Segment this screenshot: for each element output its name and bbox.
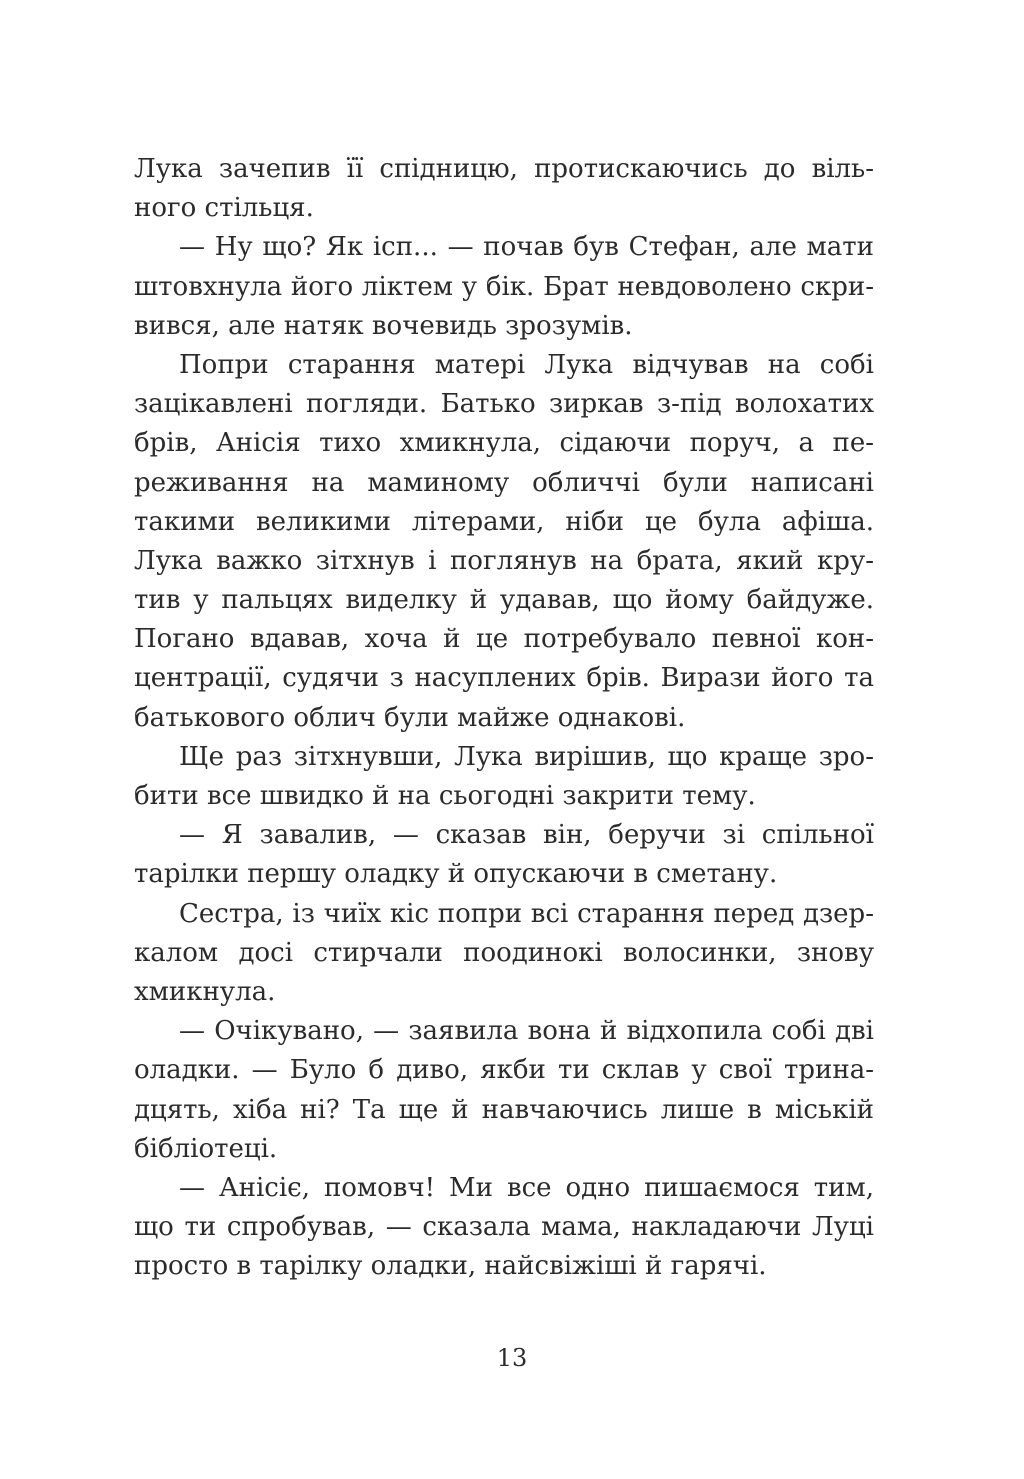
text-line: брів, Анісія тихо хмикнула, сідаючи поруч, а пе-	[134, 428, 874, 459]
text-line: Сестра, із чиїх кіс попри всі старання перед дзер-	[179, 898, 874, 929]
text-line: бити все швидко й на сьогодні закрити тему.	[134, 781, 756, 811]
paragraph	[134, 346, 874, 738]
paragraph	[134, 738, 874, 816]
text-line: батькового облич були майже однакові.	[134, 702, 686, 733]
text-line: Попри старання матері Лука відчував на собі	[179, 349, 874, 380]
paragraph	[134, 895, 874, 1013]
text-line: калом досі стирчали поодинокі волосинки, знову	[134, 937, 874, 968]
text-line: хмикнула.	[134, 976, 276, 1007]
text-line: Ще раз зітхнувши, Лука вирішив, що краще зро-	[179, 741, 874, 772]
text-line: Погано вдавав, хоча й це потребувало певної кон-	[134, 624, 874, 655]
text-line: штовхнула його ліктем у бік. Брат невдоволено скри-	[134, 271, 874, 302]
paragraph	[134, 1012, 874, 1169]
text-line: центрації, судячи з насуплених брів. Вирази його та	[134, 663, 874, 694]
text-line: реживання на маминому обличчі були написані	[134, 467, 874, 498]
text-line: — Очікувано, — заявила вона й відхопила собі дві	[179, 1016, 874, 1047]
text-line: Лука зачепив її спідницю, протискаючись до віль-	[134, 154, 874, 184]
text-line: що ти спробував, — сказала мама, накладаючи Луці	[134, 1212, 874, 1243]
text-line: Лука важко зітхнув і поглянув на брата, який кру-	[134, 545, 874, 576]
text-line: оладки. — Було б диво, якби ти склав у свої трина-	[134, 1055, 874, 1086]
text-line: такими великими літерами, ніби це була афіша.	[134, 506, 874, 537]
page-number: 13	[496, 1344, 528, 1372]
paragraph	[134, 1169, 874, 1287]
paragraph	[134, 816, 874, 894]
body-text	[134, 150, 874, 1286]
text-line: — Я завалив, — сказав він, беручи зі спільної	[179, 820, 874, 851]
text-line: вився, але натяк вочевидь зрозумів.	[134, 310, 633, 341]
text-line: дцять, хіба ні? Та ще й навчаючись лише в міській	[134, 1094, 874, 1125]
paragraph	[134, 228, 874, 346]
text-line: тив у пальцях виделку й удавав, що йому байдуже.	[134, 585, 874, 616]
text-line: — Анісіє, помовч! Ми все одно пишаємося тим,	[179, 1172, 874, 1203]
text-line: просто в тарілку оладки, найсвіжіші й гарячі.	[134, 1251, 767, 1282]
text-line: тарілки першу оладку й опускаючи в сметану.	[134, 859, 778, 890]
paragraph	[134, 150, 874, 228]
text-line: бібліотеці.	[134, 1133, 278, 1164]
text-line: — Ну що? Як ісп... — почав був Стефан, але мати	[179, 232, 874, 263]
text-line: ного стільця.	[134, 193, 314, 224]
text-line: зацікавлені погляди. Батько зиркав з-під волохатих	[134, 389, 874, 420]
